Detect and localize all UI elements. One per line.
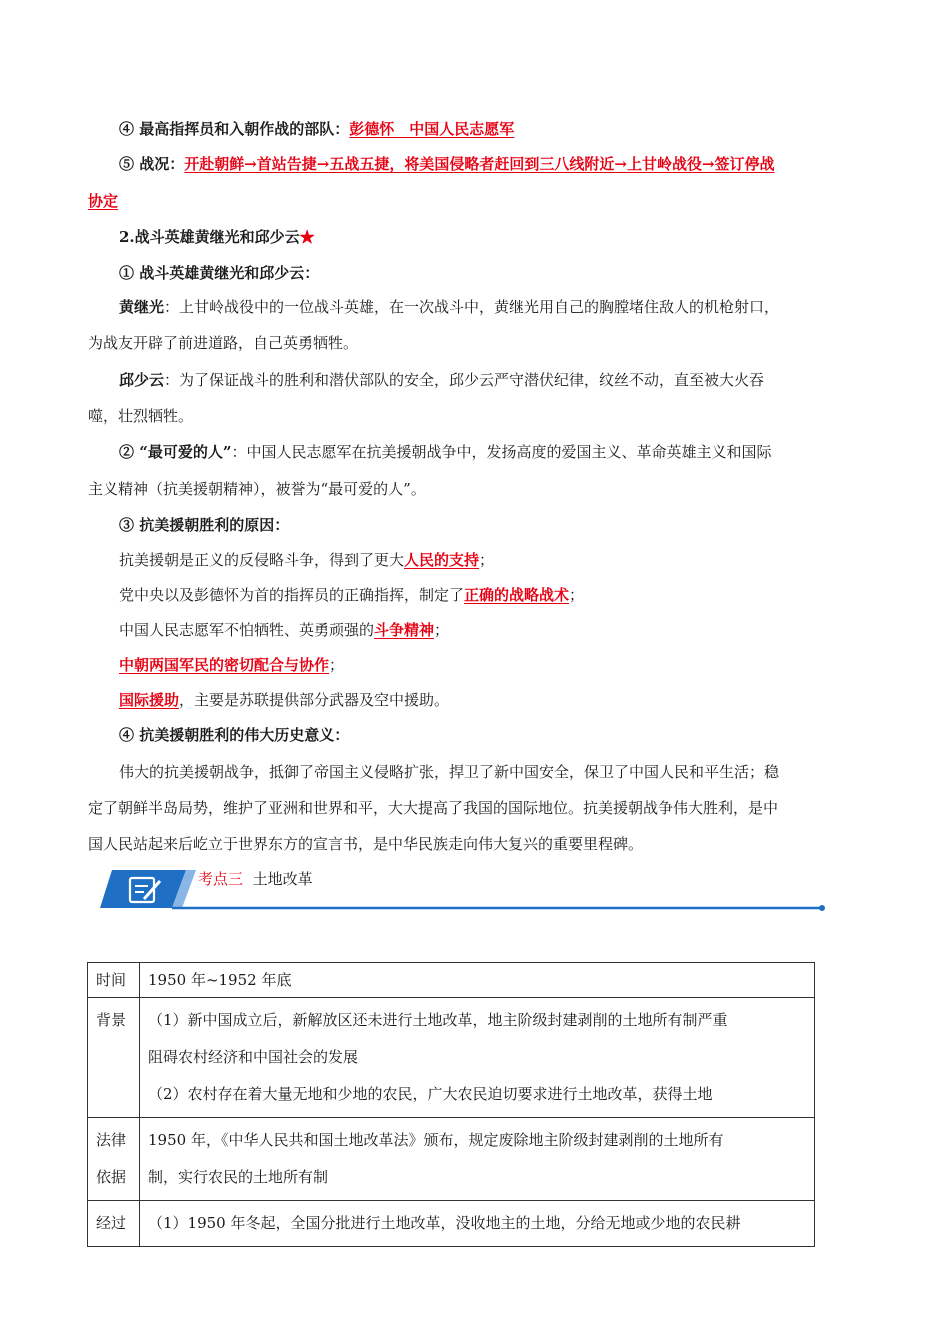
significance-line-1: 伟大的抗美援朝战争，抵御了帝国主义侵略扩张，捍卫了新中国安全，保卫了中国人民和平生活；稳 <box>119 763 780 781</box>
commander-line <box>119 118 899 140</box>
table-row <box>88 1201 815 1247</box>
reason-1-text: 抗美援朝是正义的反侵略斗争，得到了更大 <box>119 551 405 569</box>
banner-underline-dot <box>819 905 825 911</box>
battle-line-cont <box>88 190 868 212</box>
section-title <box>198 868 313 890</box>
star-icon: ★ <box>299 228 315 246</box>
reason-2-end: ； <box>569 586 585 604</box>
reasons-heading: ③ 抗美援朝胜利的原因： <box>119 516 290 534</box>
huang-text: ：上甘岭战役中的一位战斗英雄，在一次战斗中，黄继光用自己的胸膛堵住敌人的机枪射口， <box>164 298 780 316</box>
reason-1-end: ； <box>479 551 495 569</box>
significance-heading: ④ 抗美援朝胜利的伟大历史意义： <box>119 726 350 744</box>
significance-line-3: 国人民站起来后屹立于世界东方的宣言书，是中华民族走向伟大复兴的重要里程碑。 <box>88 835 644 853</box>
huang-label: 黄继光 <box>119 298 165 316</box>
section-label: 考点三 <box>198 870 244 888</box>
significance-line-2: 定了朝鲜半岛局势，维护了亚洲和世界和平，大大提高了我国的国际地位。抗美援朝战争伟大胜利，是中 <box>88 799 779 817</box>
commander-label: ④ 最高指挥员和入朝作战的部队： <box>119 120 350 138</box>
reason-5-highlight: 国际援助 <box>119 691 180 709</box>
row-key: 背景 <box>88 998 140 1118</box>
row-value: 1950 年~1952 年底 <box>140 963 815 998</box>
heroes-heading-text: 2.战斗英雄黄继光和邱少云 <box>119 228 300 246</box>
row-key <box>88 1118 140 1201</box>
lovely-paragraph-cont: 主义精神（抗美援朝精神），被誉为“最可爱的人”。 <box>88 480 426 498</box>
row-key: 时间 <box>88 963 140 998</box>
row-key: 经过 <box>88 1201 140 1247</box>
lovely-text: ：中国人民志愿军在抗美援朝战争中，发扬高度的爱国主义、革命英雄主义和国际 <box>231 443 772 461</box>
qiu-text: ：为了保证战斗的胜利和潜伏部队的安全，邱少云严守潜伏纪律，纹丝不动，直至被大火吞 <box>164 371 765 389</box>
row-key-line: 依据 <box>96 1168 127 1186</box>
row-key-line: 法律 <box>96 1131 127 1149</box>
lovely-paragraph <box>119 441 899 463</box>
table-row <box>88 1118 815 1201</box>
row-line: 1950 年，《中华人民共和国土地改革法》颁布，规定废除地主阶级封建剥削的土地所有 <box>148 1131 724 1149</box>
reason-4-end: ； <box>329 656 345 674</box>
land-reform-table <box>87 962 815 1247</box>
battle-value-cont: 协定 <box>88 192 119 210</box>
reason-5 <box>119 689 899 711</box>
reason-3 <box>119 619 899 641</box>
qiu-paragraph-cont: 噬，壮烈牺牲。 <box>88 407 194 425</box>
reason-3-highlight: 斗争精神 <box>374 621 435 639</box>
reason-3-end: ； <box>434 621 450 639</box>
row-line: （2）农村存在着大量无地和少地的农民，广大农民迫切要求进行土地改革，获得土地 <box>148 1085 713 1103</box>
reason-4-highlight: 中朝两国军民的密切配合与协作 <box>119 656 330 674</box>
reason-2 <box>119 584 899 606</box>
battle-line <box>119 153 899 175</box>
reason-1-highlight: 人民的支持 <box>404 551 480 569</box>
huang-paragraph <box>119 296 899 318</box>
heroes-subheading: ① 战斗英雄黄继光和邱少云： <box>119 264 320 282</box>
lovely-label: ② “最可爱的人” <box>119 443 232 461</box>
commander-value: 彭德怀 中国人民志愿军 <box>349 120 515 138</box>
qiu-label: 邱少云 <box>119 371 165 389</box>
table-row <box>88 963 815 998</box>
reason-2-highlight: 正确的战略战术 <box>464 586 570 604</box>
huang-paragraph-cont: 为战友开辟了前进道路，自己英勇牺牲。 <box>88 334 359 352</box>
reason-1 <box>119 549 899 571</box>
reason-5-end: ，主要是苏联提供部分武器及空中援助。 <box>179 691 450 709</box>
battle-label: ⑤ 战况： <box>119 155 185 173</box>
reason-4 <box>119 654 899 676</box>
row-line: 阻碍农村经济和中国社会的发展 <box>148 1048 359 1066</box>
row-line: 制，实行农民的土地所有制 <box>148 1168 329 1186</box>
reason-3-text: 中国人民志愿军不怕牺牲、英勇顽强的 <box>119 621 375 639</box>
row-value <box>140 998 815 1118</box>
row-value <box>140 1118 815 1201</box>
row-line: （1）新中国成立后，新解放区还未进行土地改革，地主阶级封建剥削的土地所有制严重 <box>148 1011 728 1029</box>
heroes-heading <box>119 226 899 248</box>
battle-value: 开赴朝鲜→首站告捷→五战五捷，将美国侵略者赶回到三八线附近→上甘岭战役→签订停战 <box>184 155 775 173</box>
qiu-paragraph <box>119 369 899 391</box>
section-title-text: 土地改革 <box>252 870 313 888</box>
row-value: （1）1950 年冬起，全国分批进行土地改革，没收地主的土地，分给无地或少地的农民耕 <box>140 1201 815 1247</box>
reason-2-text: 党中央以及彭德怀为首的指挥员的正确指挥，制定了 <box>119 586 465 604</box>
table-row <box>88 998 815 1118</box>
